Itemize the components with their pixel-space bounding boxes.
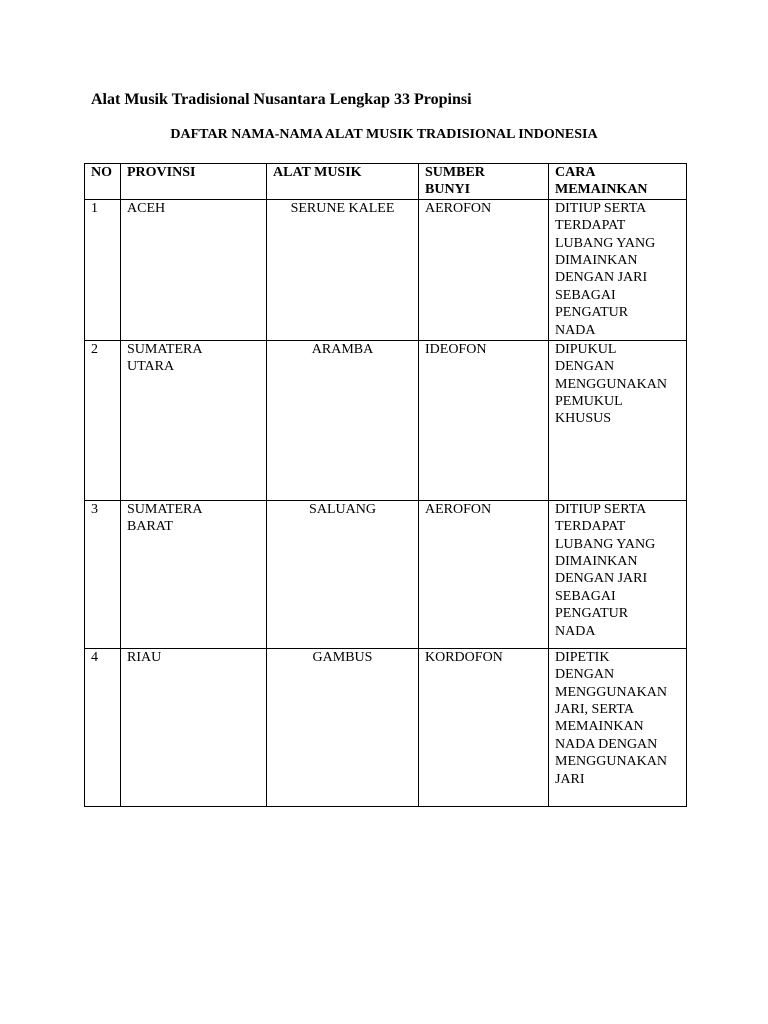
table-row [85,500,687,648]
header-cara-memainkan: CARA MEMAINKAN [549,164,687,200]
cell-cara-memainkan: DITIUP SERTA TERDAPAT LUBANG YANG DIMAINKAN DENGAN JARI SEBAGAI PENGATUR NADA [549,199,687,340]
table-row [85,340,687,500]
table-header-row [85,164,687,200]
document-title: Alat Musik Tradisional Nusantara Lengkap 33 Propinsi [91,91,472,108]
table-row [85,648,687,806]
table-heading: DAFTAR NAMA-NAMA ALAT MUSIK TRADISIONAL INDONESIA [170,127,598,142]
cell-provinsi: SUMATERA UTARA [121,340,267,500]
cell-provinsi: ACEH [121,199,267,340]
cell-sumber-bunyi: KORDOFON [419,648,549,806]
cell-cara-memainkan: DIPUKUL DENGAN MENGGUNAKAN PEMUKUL KHUSUS [549,340,687,500]
cell-provinsi: SUMATERA BARAT [121,500,267,648]
cell-sumber-bunyi: AEROFON [419,500,549,648]
cell-sumber-bunyi: IDEOFON [419,340,549,500]
cell-no: 3 [85,500,121,648]
header-provinsi: PROVINSI [121,164,267,200]
cell-alat-musik: GAMBUS [267,648,419,806]
cell-alat-musik: SERUNE KALEE [267,199,419,340]
table-row [85,199,687,340]
cell-no: 4 [85,648,121,806]
header-alat-musik: ALAT MUSIK [267,164,419,200]
cell-provinsi: RIAU [121,648,267,806]
cell-alat-musik: SALUANG [267,500,419,648]
cell-cara-memainkan: DITIUP SERTA TERDAPAT LUBANG YANG DIMAINKAN DENGAN JARI SEBAGAI PENGATUR NADA [549,500,687,648]
cell-alat-musik: ARAMBA [267,340,419,500]
cell-no: 1 [85,199,121,340]
header-sumber-bunyi: SUMBER BUNYI [419,164,549,200]
cell-no: 2 [85,340,121,500]
cell-cara-memainkan: DIPETIK DENGAN MENGGUNAKAN JARI, SERTA MEMAINKAN NADA DENGAN MENGGUNAKAN JARI [549,648,687,806]
header-no: NO [85,164,121,200]
cell-sumber-bunyi: AEROFON [419,199,549,340]
instrument-table [84,163,687,807]
